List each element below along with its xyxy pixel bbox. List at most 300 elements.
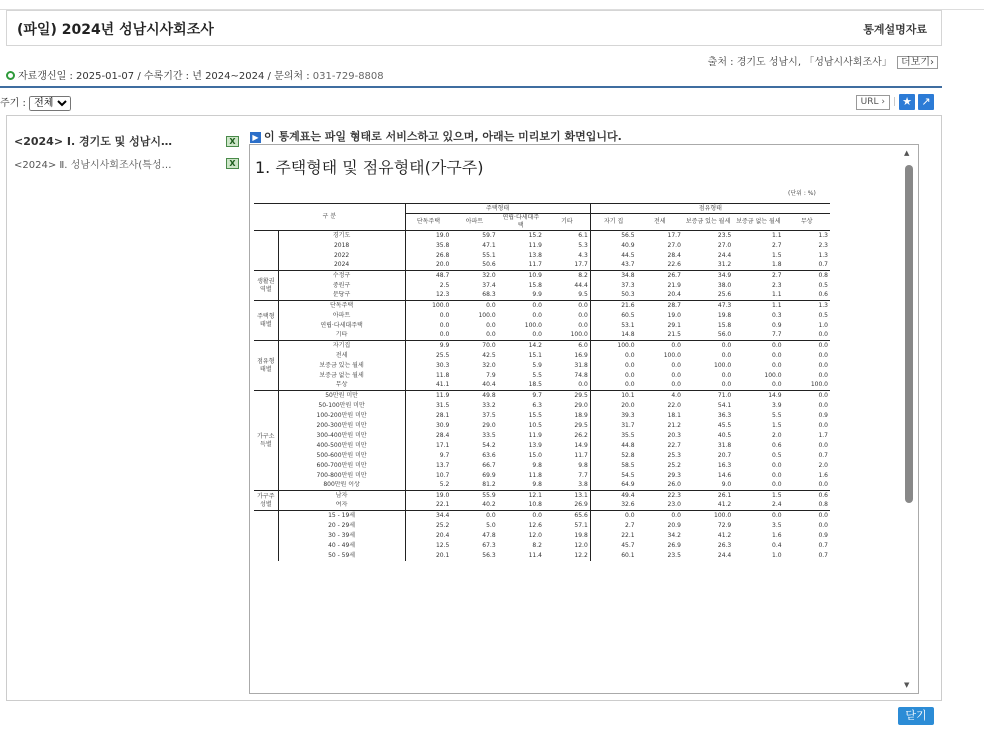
- row-group-label: 가구소득별: [257, 432, 275, 448]
- table-row: [254, 411, 830, 421]
- table-cell: 11.7: [574, 451, 588, 459]
- table-cell: 0.6: [772, 441, 782, 449]
- table-cell: 0.9: [772, 321, 782, 329]
- row-label: 연립·다세대주택: [278, 321, 405, 331]
- share-icon[interactable]: ↗: [918, 94, 934, 110]
- table-cell: 59.7: [482, 231, 496, 239]
- table-cell: 0.0: [578, 311, 588, 319]
- table-cell: 0.0: [578, 381, 588, 389]
- table-cell: 20.7: [717, 451, 732, 459]
- row-group-label: 주택형태별: [257, 312, 275, 328]
- row-label: 400-500만원 미만: [278, 441, 405, 451]
- row-group-label: [254, 511, 278, 521]
- table-cell: 1.5: [772, 491, 782, 499]
- table-cell: 0.0: [671, 371, 681, 379]
- table-cell: 0.0: [721, 351, 732, 359]
- scroll-up-icon[interactable]: ▲: [904, 149, 910, 157]
- table-cell: 44.5: [590, 251, 636, 261]
- table-row: [254, 381, 830, 391]
- table-cell: 29.5: [574, 391, 588, 399]
- update-dot-icon: [6, 71, 15, 80]
- row-label: 500-600만원 미만: [278, 451, 405, 461]
- table-cell: 13.9: [528, 441, 542, 449]
- table-cell: 1.0: [772, 551, 782, 559]
- row-group-label: [254, 541, 278, 551]
- table-cell: 2.0: [818, 461, 828, 469]
- row-label: 2022: [278, 251, 405, 261]
- row-group-label: 점유형태별: [257, 357, 275, 373]
- table-row: [254, 361, 830, 371]
- toolbar-separator: |: [892, 97, 896, 107]
- table-cell: 69.9: [482, 471, 496, 479]
- table-cell: 81.2: [482, 481, 496, 489]
- page-title: (파일) 2024년 성남시사회조사: [17, 22, 214, 38]
- table-cell: 28.4: [667, 251, 681, 259]
- table-cell: 0.0: [772, 511, 782, 519]
- data-table: [254, 203, 830, 561]
- row-group-label: [254, 261, 278, 271]
- table-cell: 9.7: [532, 391, 542, 399]
- table-cell: 25.3: [667, 451, 681, 459]
- table-cell: 0.8: [818, 271, 828, 279]
- table-header-col: 전세: [637, 214, 683, 231]
- table-cell: 57.1: [574, 521, 588, 529]
- table-cell: 16.9: [574, 351, 588, 359]
- table-cell: 32.0: [482, 361, 496, 369]
- table-cell: 100.0: [714, 361, 732, 369]
- table-cell: 1.0: [818, 321, 828, 329]
- table-cell: 2.7: [772, 241, 782, 249]
- table-cell: 28.4: [405, 431, 451, 441]
- source-info: [708, 53, 938, 68]
- table-cell: 26.3: [717, 541, 732, 549]
- table-row: [254, 351, 830, 361]
- table-cell: 29.3: [667, 471, 681, 479]
- table-cell: 12.2: [574, 551, 588, 559]
- table-cell: 100.0: [663, 351, 681, 359]
- table-cell: 20.3: [667, 431, 681, 439]
- table-cell: 0.5: [818, 281, 828, 289]
- table-cell: 12.5: [405, 541, 451, 551]
- row-label: 100-200만원 미만: [278, 411, 405, 421]
- table-cell: 11.8: [528, 471, 542, 479]
- table-cell: 0.0: [590, 511, 636, 521]
- table-cell: 0.0: [590, 371, 636, 381]
- table-cell: 23.5: [717, 231, 732, 239]
- table-cell: 10.9: [528, 271, 542, 279]
- row-group-label: 가구주성별: [257, 492, 275, 508]
- row-label: 무상: [278, 381, 405, 391]
- table-cell: 14.2: [528, 341, 542, 349]
- table-cell: 0.0: [818, 361, 828, 369]
- table-cell: 55.9: [482, 491, 496, 499]
- scroll-down-icon[interactable]: ▼: [904, 681, 910, 689]
- table-cell: 24.4: [717, 251, 732, 259]
- table-cell: 0.0: [818, 421, 828, 429]
- table-cell: 17.7: [574, 261, 588, 269]
- table-cell: 10.1: [590, 391, 636, 401]
- table-row: [254, 331, 830, 341]
- table-row: [254, 491, 830, 501]
- table-cell: 26.8: [405, 251, 451, 261]
- table-header-col: 보증금 없는 월세: [733, 214, 783, 231]
- table-cell: 5.2: [405, 481, 451, 491]
- table-cell: 11.9: [528, 431, 542, 439]
- table-cell: 0.6: [818, 291, 828, 299]
- table-cell: 8.2: [532, 541, 542, 549]
- table-cell: 29.0: [574, 401, 588, 409]
- table-cell: 6.3: [532, 401, 542, 409]
- row-label: 단독주택: [278, 301, 405, 311]
- table-cell: 5.0: [486, 521, 496, 529]
- table-cell: 0.0: [772, 351, 782, 359]
- row-label: 700-800만원 미만: [278, 471, 405, 481]
- table-cell: 0.0: [818, 401, 828, 409]
- table-cell: 9.5: [578, 291, 588, 299]
- row-group-label: [254, 241, 278, 251]
- close-button[interactable]: 닫기: [898, 707, 934, 725]
- table-cell: 0.0: [772, 481, 782, 489]
- table-cell: 37.5: [482, 411, 496, 419]
- table-cell: 0.0: [772, 341, 782, 349]
- table-cell: 0.0: [721, 341, 732, 349]
- row-group-label: [254, 521, 278, 531]
- row-label: 중원구: [278, 281, 405, 291]
- table-cell: 0.7: [818, 451, 828, 459]
- table-cell: 9.8: [532, 481, 542, 489]
- file-item-label[interactable]: <2024> Ⅱ. 성남시사회조사(특성…: [14, 159, 172, 171]
- table-cell: 0.0: [818, 441, 828, 449]
- table-cell: 30.3: [405, 361, 451, 371]
- table-cell: 20.1: [405, 551, 451, 561]
- scroll-thumb[interactable]: [905, 165, 913, 503]
- table-cell: 100.0: [764, 371, 782, 379]
- table-cell: 14.6: [717, 471, 732, 479]
- table-cell: 5.5: [772, 411, 782, 419]
- file-item-label[interactable]: <2024> Ⅰ. 경기도 및 성남시…: [14, 135, 173, 148]
- table-cell: 53.1: [590, 321, 636, 331]
- table-cell: 32.6: [590, 501, 636, 511]
- row-label: 2018: [278, 241, 405, 251]
- table-cell: 22.6: [667, 261, 681, 269]
- table-cell: 20.0: [590, 401, 636, 411]
- table-cell: 1.5: [772, 251, 782, 259]
- table-cell: 23.5: [667, 551, 681, 559]
- table-cell: 5.9: [532, 361, 542, 369]
- table-cell: 1.6: [772, 531, 782, 539]
- row-label: 여자: [278, 501, 405, 511]
- table-header-col: 아파트: [451, 214, 497, 231]
- table-cell: 14.8: [590, 331, 636, 341]
- table-cell: 50.6: [482, 261, 496, 269]
- table-cell: 10.5: [528, 421, 542, 429]
- table-cell: 71.0: [717, 391, 732, 399]
- row-label: 50 - 59세: [278, 551, 405, 561]
- table-cell: 2.4: [772, 501, 782, 509]
- table-cell: 47.8: [482, 531, 496, 539]
- table-row: [254, 451, 830, 461]
- table-cell: 48.7: [405, 271, 451, 281]
- table-cell: 70.0: [482, 341, 496, 349]
- table-cell: 27.0: [717, 241, 732, 249]
- table-cell: 56.3: [482, 551, 496, 559]
- table-cell: 0.0: [486, 511, 496, 519]
- row-label: 50만원 미만: [278, 391, 405, 401]
- table-cell: 0.0: [532, 511, 542, 519]
- table-cell: 0.8: [818, 501, 828, 509]
- table-cell: 21.5: [667, 331, 681, 339]
- table-cell: 49.4: [590, 491, 636, 501]
- table-cell: 1.6: [818, 471, 828, 479]
- table-cell: 26.9: [574, 501, 588, 509]
- table-cell: 15.8: [717, 321, 732, 329]
- table-cell: 2.3: [818, 241, 828, 249]
- table-cell: 22.1: [590, 531, 636, 541]
- table-cell: 0.0: [590, 381, 636, 391]
- table-cell: 20.9: [667, 521, 681, 529]
- table-cell: 20.0: [405, 261, 451, 271]
- table-cell: 13.1: [574, 491, 588, 499]
- table-cell: 2.7: [772, 271, 782, 279]
- table-cell: 44.4: [574, 281, 588, 289]
- table-cell: 47.1: [482, 241, 496, 249]
- table-cell: 0.5: [772, 451, 782, 459]
- table-cell: 0.0: [486, 301, 496, 309]
- table-cell: 19.0: [667, 311, 681, 319]
- table-cell: 0.0: [772, 471, 782, 479]
- table-cell: 45.5: [717, 421, 732, 429]
- table-cell: 9.8: [532, 461, 542, 469]
- table-row: [254, 291, 830, 301]
- table-cell: 0.0: [405, 321, 451, 331]
- table-cell: 24.4: [717, 551, 732, 559]
- cycle-label: 주기 :: [0, 98, 26, 109]
- table-cell: 0.9: [818, 411, 828, 419]
- table-cell: 12.6: [528, 521, 542, 529]
- table-cell: 2.7: [590, 521, 636, 531]
- table-cell: 67.3: [482, 541, 496, 549]
- table-cell: 4.0: [671, 391, 681, 399]
- preview-pane: [249, 144, 919, 694]
- table-header-tenure: 점유형태: [590, 204, 830, 214]
- table-cell: 18.1: [667, 411, 681, 419]
- table-cell: 74.8: [574, 371, 588, 379]
- cycle-select[interactable]: [29, 96, 71, 111]
- notice-arrow-icon: ▶: [250, 132, 261, 143]
- table-cell: 26.9: [667, 541, 681, 549]
- table-cell: 34.8: [590, 271, 636, 281]
- table-cell: 0.0: [818, 331, 828, 339]
- table-cell: 29.1: [667, 321, 681, 329]
- table-row: [254, 341, 830, 351]
- table-row: [254, 531, 830, 541]
- table-cell: 7.7: [578, 471, 588, 479]
- table-header-housing: 주택형태: [405, 204, 590, 214]
- table-cell: 13.8: [528, 251, 542, 259]
- table-cell: 0.0: [578, 301, 588, 309]
- table-cell: 0.0: [405, 331, 451, 341]
- row-label: 2024: [278, 261, 405, 271]
- stat-description-link[interactable]: 통계설명자료: [863, 23, 927, 36]
- table-cell: 18.9: [574, 411, 588, 419]
- row-label: 기타: [278, 331, 405, 341]
- table-cell: 34.9: [717, 271, 732, 279]
- table-cell: 100.0: [570, 331, 588, 339]
- table-cell: 25.2: [405, 521, 451, 531]
- table-cell: 0.0: [818, 511, 828, 519]
- table-cell: 3.5: [772, 521, 782, 529]
- table-row: [254, 391, 830, 401]
- table-cell: 0.7: [818, 261, 828, 269]
- table-body: [254, 231, 830, 561]
- table-cell: 39.3: [590, 411, 636, 421]
- table-cell: 52.8: [590, 451, 636, 461]
- toolbar: [856, 94, 934, 110]
- table-cell: 33.5: [482, 431, 496, 439]
- table-cell: 21.9: [667, 281, 681, 289]
- table-row: [254, 301, 830, 311]
- table-cell: 22.7: [667, 441, 681, 449]
- unit-label: (단위 : %): [788, 190, 816, 197]
- file-item-2[interactable]: [14, 152, 239, 174]
- table-cell: 19.8: [717, 311, 732, 319]
- table-cell: 63.6: [482, 451, 496, 459]
- table-cell: 5.3: [578, 241, 588, 249]
- table-cell: 41.2: [717, 501, 732, 509]
- table-row: [254, 261, 830, 271]
- row-label: 전세: [278, 351, 405, 361]
- table-cell: 64.9: [590, 481, 636, 491]
- preview-notice: [250, 128, 622, 144]
- table-cell: 10.8: [528, 501, 542, 509]
- table-cell: 28.1: [405, 411, 451, 421]
- table-row: [254, 231, 830, 241]
- table-cell: 45.7: [590, 541, 636, 551]
- table-cell: 55.1: [482, 251, 496, 259]
- table-cell: 1.3: [818, 231, 828, 239]
- table-row: [254, 501, 830, 511]
- table-cell: 9.7: [405, 451, 451, 461]
- excel-icon[interactable]: X: [226, 158, 239, 169]
- row-label: 200-300만원 미만: [278, 421, 405, 431]
- notice-text: 이 통계표는 파일 형태로 서비스하고 있으며, 아래는 미리보기 화면입니다.: [264, 130, 622, 143]
- table-cell: 14.9: [768, 391, 782, 399]
- row-label: 50-100만원 미만: [278, 401, 405, 411]
- table-cell: 40.4: [482, 381, 496, 389]
- table-row: [254, 311, 830, 321]
- cycle-filter: [0, 94, 71, 111]
- page-header: [6, 10, 942, 46]
- table-cell: 0.0: [578, 321, 588, 329]
- row-label: 자기집: [278, 341, 405, 351]
- table-cell: 29.0: [482, 421, 496, 429]
- table-cell: 1.5: [772, 421, 782, 429]
- table-cell: 21.2: [667, 421, 681, 429]
- table-cell: 12.1: [528, 491, 542, 499]
- table-cell: 15.0: [528, 451, 542, 459]
- table-cell: 40.2: [482, 501, 496, 509]
- row-group-label: [254, 251, 278, 261]
- table-cell: 11.4: [528, 551, 542, 559]
- table-cell: 1.3: [818, 301, 828, 309]
- table-cell: 0.0: [532, 311, 542, 319]
- row-group-label: 생활권역별: [257, 277, 275, 293]
- table-cell: 25.5: [405, 351, 451, 361]
- table-cell: 66.7: [482, 461, 496, 469]
- row-label: 수정구: [278, 271, 405, 281]
- table-cell: 41.2: [717, 531, 732, 539]
- table-cell: 22.1: [405, 501, 451, 511]
- table-cell: 35.8: [405, 241, 451, 251]
- meta-divider: [0, 86, 942, 88]
- table-cell: 65.6: [574, 511, 588, 519]
- table-cell: 56.0: [717, 331, 732, 339]
- table-cell: 6.1: [578, 231, 588, 239]
- table-cell: 0.7: [818, 541, 828, 549]
- table-cell: 9.9: [405, 341, 451, 351]
- excel-icon[interactable]: X: [226, 136, 239, 147]
- table-cell: 15.1: [528, 351, 542, 359]
- more-button[interactable]: 더보기›: [897, 56, 938, 69]
- table-cell: 34.4: [405, 511, 451, 521]
- table-cell: 1.1: [772, 301, 782, 309]
- meta-info: [6, 67, 384, 82]
- table-cell: 0.0: [721, 381, 732, 389]
- file-list: [14, 130, 239, 174]
- table-row: [254, 481, 830, 491]
- preview-scrollbar[interactable]: [900, 145, 918, 693]
- table-cell: 0.0: [532, 331, 542, 339]
- table-row: [254, 421, 830, 431]
- table-cell: 0.0: [532, 301, 542, 309]
- table-cell: 0.0: [671, 381, 681, 389]
- table-row: [254, 241, 830, 251]
- table-cell: 15.5: [528, 411, 542, 419]
- table-row: [254, 401, 830, 411]
- table-cell: 13.7: [405, 461, 451, 471]
- row-group-label: [254, 531, 278, 541]
- table-cell: 15.2: [528, 231, 542, 239]
- table-row: [254, 521, 830, 531]
- table-cell: 30.9: [405, 421, 451, 431]
- table-cell: 37.4: [482, 281, 496, 289]
- row-label: 600-700만원 미만: [278, 461, 405, 471]
- table-cell: 56.5: [590, 231, 636, 241]
- table-cell: 0.6: [818, 491, 828, 499]
- table-row: [254, 371, 830, 381]
- table-cell: 43.7: [590, 261, 636, 271]
- table-cell: 60.1: [590, 551, 636, 561]
- table-cell: 1.1: [772, 231, 782, 239]
- url-button[interactable]: URL ›: [856, 95, 890, 110]
- table-cell: 41.1: [405, 381, 451, 391]
- table-cell: 22.3: [667, 491, 681, 499]
- table-cell: 0.0: [405, 311, 451, 321]
- favorite-star-icon[interactable]: ★: [899, 94, 915, 110]
- table-cell: 31.5: [405, 401, 451, 411]
- table-cell: 12.0: [528, 531, 542, 539]
- row-label: 20 - 29세: [278, 521, 405, 531]
- file-item-1[interactable]: [14, 130, 239, 152]
- table-cell: 0.0: [818, 521, 828, 529]
- table-cell: 0.0: [772, 361, 782, 369]
- table-cell: 19.0: [405, 231, 451, 241]
- table-cell: 11.9: [528, 241, 542, 249]
- table-cell: 33.2: [482, 401, 496, 409]
- table-cell: 35.5: [590, 431, 636, 441]
- row-label: 남자: [278, 491, 405, 501]
- row-label: 아파트: [278, 311, 405, 321]
